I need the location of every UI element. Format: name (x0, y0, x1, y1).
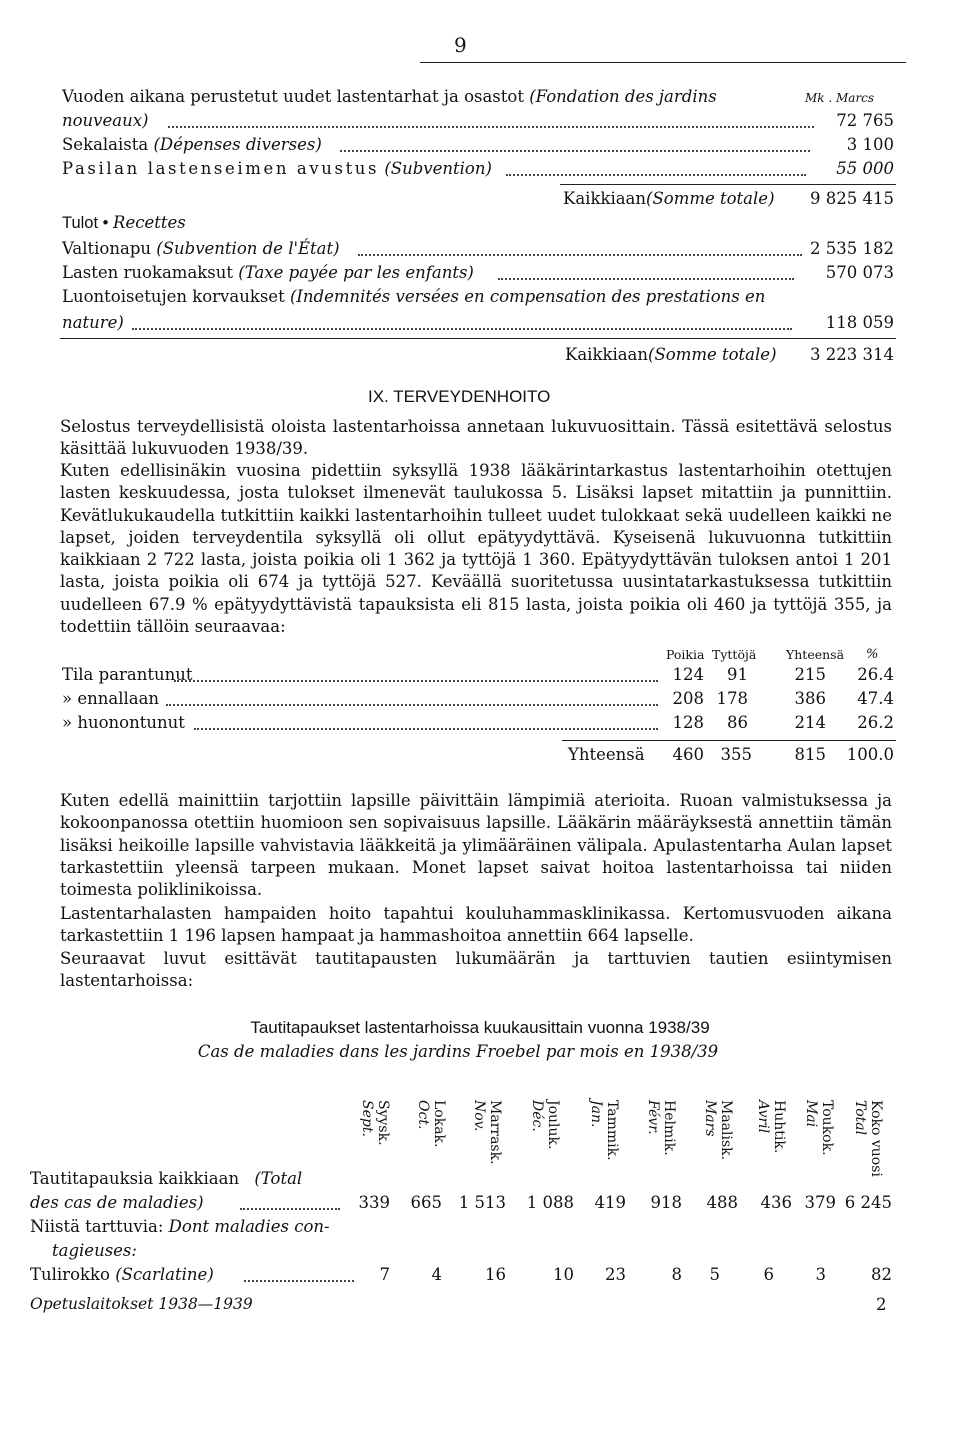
currency-label: Mk . Marcs (805, 91, 875, 105)
leader-dots (240, 1208, 340, 1210)
month-header: Tammik. Jan. (588, 1100, 620, 1161)
health-cell: 178 (716, 689, 748, 708)
disease-cell: 10 (553, 1265, 574, 1284)
health-cell: 124 (672, 665, 704, 684)
health-total-label: Yhteensä (568, 745, 645, 764)
budget-value-0: 72 765 (836, 111, 894, 130)
paragraph: Lastentarhalasten hampaiden hoito tapahtui kouluhammasklinikassa. Kertomusvuoden aikana tarkastettiin 1 196 lapsen hampaat ja hammashoitoa annettiin 664 lapselle. (60, 904, 892, 946)
leader-dots (358, 254, 802, 256)
health-row-label: » huonontunut (62, 713, 185, 732)
footer-number: 2 (876, 1295, 887, 1314)
health-cell: 100.0 (846, 745, 894, 764)
paragraph: Kuten edellisinäkin vuosina pidettiin syksyllä 1938 lääkärintarkastus lastentarhoihin otettujen lasten keskuudessa, josta tulokset ilmenevät taulukossa 5. Lisäksi lapset mitattiin ja punnittiin. Kevätlukukaudella tutkittiin kaikki lastentarhoihin tulleet uudet tulokkaat sekä uudelleen kaikki ne lapset, joiden terveydentila syksyllä oli ollut epätyydyttävä. Kyseisenä lukuvuonna tutkittiin kaikkiaan 2 722 lasta, joista poikia oli 1 362 ja tyttöjä 1 360. Epätyydyttävän tuloksen antoi 1 201 lasta, joista poikia oli 674 ja tyttöjä 527. Keväällä suoritetussa uusintatarkastuksessa tutkittiin uudelleen 67.9 % epätyydyttävistä tapauksista eli 815 lasta, joista poikia oli 460 ja tyttöjä 355, ja todettiin tällöin seuraavaa: (60, 461, 892, 637)
health-row-label: Tila parantunut (62, 665, 193, 684)
disease-row2-label: Tulirokko (Scarlatine) (30, 1265, 214, 1284)
leader-dots (166, 704, 658, 706)
disease-cell: 23 (605, 1265, 626, 1284)
health-header: Poikia (666, 647, 705, 662)
leader-dots (168, 126, 814, 128)
disease-sub-label: Niistä tarttuvia: Dont maladies con- (30, 1217, 330, 1236)
month-header: Syysk. Sept. (359, 1100, 391, 1146)
health-header: % (866, 647, 879, 662)
health-cell: 386 (794, 689, 826, 708)
leader-dots (340, 150, 810, 152)
disease-cell: 665 (410, 1193, 442, 1212)
leader-dots (174, 680, 658, 682)
income-total-rule (60, 338, 896, 339)
health-cell: 26.4 (857, 665, 894, 684)
budget-row-2: Pasilan lastenseimen avustus (Subvention) (62, 159, 492, 178)
paragraph: Selostus terveydellisistä oloista lastentarhoissa annetaan lukuvuosittain. Tässä esitettävä selostus käsittää lukuvuoden 1938/39. (60, 417, 892, 459)
budget-value-2: 55 000 (836, 159, 894, 178)
paragraph: Seuraavat luvut esittävät tautitapausten lukumäärän ja tarttuvien tautien esiintymisen lastentarhoissa: (60, 949, 892, 991)
health-cell: 355 (720, 745, 752, 764)
page-number-rule (420, 62, 906, 63)
leader-dots (506, 174, 806, 176)
footer-source: Opetuslaitokset 1938—1939 (30, 1295, 253, 1313)
disease-sub-label-fr: tagieuses: (52, 1241, 137, 1260)
disease-cell: 6 245 (844, 1193, 892, 1212)
income-value-2: 118 059 (825, 313, 894, 332)
health-row-label: » ennallaan (62, 689, 160, 708)
leader-dots (194, 728, 658, 730)
health-cell: 26.2 (857, 713, 894, 732)
income-total-value: 3 223 314 (810, 345, 894, 364)
health-cell: 47.4 (857, 689, 894, 708)
disease-cell: 16 (485, 1265, 506, 1284)
health-cell: 214 (794, 713, 826, 732)
section-title: IX. TERVEYDENHOITO (368, 387, 551, 406)
month-header: Toukok. Mai (803, 1100, 835, 1156)
disease-cell: 3 (815, 1265, 826, 1284)
leader-dots (498, 278, 794, 280)
month-header: Lokak. Oct. (415, 1100, 447, 1148)
disease-table-subtitle: Cas de maladies dans les jardins Froebel par mois en 1938/39 (197, 1042, 719, 1061)
paragraph: Kuten edellä mainittiin tarjottiin lapsille päivittäin lämpimiä aterioita. Ruoan valmistuksessa ja kokoonpanossa otettiin huomioon sen sopivaisuus lapsille. Lääkärin määräyksestä annettiin tämän lisäksi heikoille lapsille vahvistavia lääkkeitä ja ylimääräinen välipala. Apulastentarha Aulan lapset tarkastettiin yleensä tarpeen mukaan. Monet lapset saivat hoitoa lastentarhoissa tai niiden toimesta poliklinikoissa. (60, 791, 892, 900)
leader-dots (132, 328, 792, 330)
health-cell: 460 (672, 745, 704, 764)
leader-dots (244, 1280, 354, 1282)
disease-cell: 379 (804, 1193, 836, 1212)
budget-total-rule (560, 184, 896, 185)
month-header: Huhtik. Avril (755, 1100, 787, 1154)
month-header: Helmik. Févr. (645, 1100, 677, 1156)
disease-cell: 5 (709, 1265, 720, 1284)
income-value-0: 2 535 182 (810, 239, 894, 258)
disease-cell: 436 (760, 1193, 792, 1212)
health-cell: 215 (794, 665, 826, 684)
month-header: Koko vuosi Total (852, 1100, 884, 1177)
health-header: Tyttöjä (712, 647, 757, 662)
health-total-rule (562, 740, 896, 741)
income-row-2: Luontoisetujen korvaukset (Indemnités versées en compensation des prestations en (62, 287, 766, 306)
disease-cell: 6 (763, 1265, 774, 1284)
budget-row-1: Sekalaista (Dépenses diverses) (62, 135, 322, 154)
disease-row1-label: Tautitapauksia kaikkiaan (Total (30, 1169, 303, 1188)
health-cell: 128 (672, 713, 704, 732)
budget-intro: Vuoden aikana perustetut uudet lastentarhat ja osastot (Fondation des jardins (62, 87, 717, 106)
disease-cell: 4 (431, 1265, 442, 1284)
health-cell: 91 (727, 665, 748, 684)
income-row-2-fr2: nature) (62, 313, 124, 332)
health-header: Yhteensä (786, 647, 845, 662)
disease-cell: 7 (379, 1265, 390, 1284)
disease-table-title: Tautitapaukset lastentarhoissa kuukausittain vuonna 1938/39 (250, 1018, 710, 1037)
income-heading: Tulot • Recettes (62, 213, 186, 232)
month-header: Jouluk. Déc. (529, 1100, 561, 1150)
income-row-0: Valtionapu (Subvention de l'État) (62, 239, 340, 258)
budget-total-value: 9 825 415 (810, 189, 894, 208)
income-row-1: Lasten ruokamaksut (Taxe payée par les enfants) (62, 263, 474, 282)
health-cell: 86 (727, 713, 748, 732)
disease-row1-label-fr: des cas de maladies) (30, 1193, 204, 1212)
page-number: 9 (454, 33, 467, 57)
disease-cell: 1 088 (526, 1193, 574, 1212)
disease-cell: 339 (358, 1193, 390, 1212)
disease-cell: 82 (871, 1265, 892, 1284)
health-cell: 815 (794, 745, 826, 764)
income-total: Kaikkiaan(Somme totale) (565, 345, 777, 364)
budget-total: Kaikkiaan(Somme totale) (563, 189, 775, 208)
disease-cell: 488 (706, 1193, 738, 1212)
disease-cell: 8 (671, 1265, 682, 1284)
disease-cell: 419 (594, 1193, 626, 1212)
health-cell: 208 (672, 689, 704, 708)
disease-cell: 1 513 (458, 1193, 506, 1212)
month-header: Maalisk. Mars (702, 1100, 734, 1161)
budget-value-1: 3 100 (846, 135, 894, 154)
month-header: Marrask. Nov. (471, 1100, 503, 1165)
disease-cell: 918 (650, 1193, 682, 1212)
budget-intro-fr2: nouveaux) (62, 111, 149, 130)
income-value-1: 570 073 (825, 263, 894, 282)
